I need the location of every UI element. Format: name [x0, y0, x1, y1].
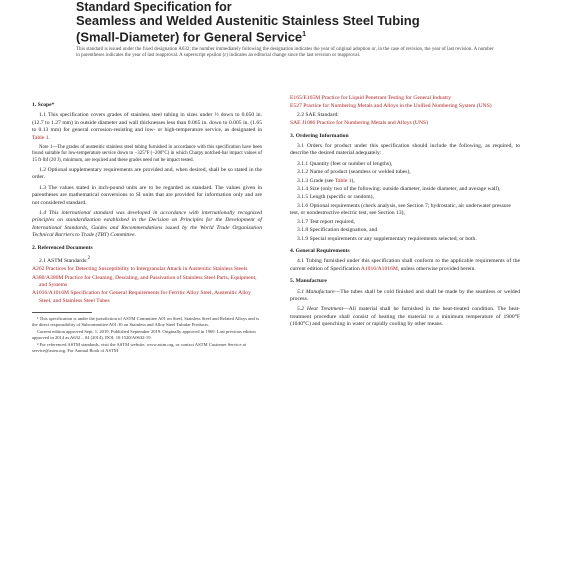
section-heading-scope: 1. Scope* — [32, 102, 55, 108]
paragraph-2-2: 2.2 SAE Standard: — [297, 111, 339, 118]
paragraph-1-3: 1.3 The values stated in inch-pound units are to be regarded as standard. The values given in parentheses are mathematical conversions to SI units that are provided for information only and are not considered standard. — [32, 184, 262, 206]
reference-a380[interactable]: A380/A380M Practice for Cleaning, Descaling, and Passivation of Stainless Steel Parts, Equipment, and Systems — [32, 274, 257, 289]
right-column — [290, 95, 520, 332]
reference-sae-j1086[interactable]: SAE J1086 Practice for Numbering Metals and Alloys (UNS) — [290, 120, 428, 127]
title-line-1: Standard Specification for — [76, 0, 232, 14]
order-item-length: 3.1.5 Length (specific or random), — [297, 194, 374, 201]
reference-a1016[interactable]: A1016/A1016M Specification for General Requirements for Ferritic Alloy Steel, Austenitic Alloy Steel, and Stainless Steel Tubes — [32, 290, 251, 304]
paragraph-1-1: 1.1 This specification covers grades of stainless steel tubing in sizes under ½ down to 0.050 in. (12.7 to 1.27 mm) in outside diameter and wall thicknesses less than 0.065 in. down to 0.005 in. (1.65 to 0.13 mm) for general corrosion-resisting and low- or high-temperature service, as designated in Table 1. — [32, 112, 262, 141]
order-item-special-requirements: 3.1.9 Special requirements or any supplementary requirements selected, or both. — [297, 235, 477, 242]
order-item-test-report: 3.1.7 Test report required, — [297, 218, 355, 225]
designation-note: This standard is issued under the fixed designation A632; the number immediately following the designation indicates the year of original adoption or, in the case of revision, the year of last revision. A number in parentheses indicates the year of last reapproval. A superscript epsilon (ε) indicates an editorial change since the last revision or reapproval. — [76, 47, 494, 59]
order-item-optional-requirements: 3.1.6 Optional requirements (check analysis, see Section 7; hydrostatic, air underwater pressure test, or nondestructive electric test, see Section 13), — [290, 202, 511, 217]
reference-e165[interactable]: E165/E165M Practice for Liquid Penetrant Testing for General Industry — [290, 95, 452, 101]
table-1-link[interactable]: Table 1 — [334, 177, 352, 184]
paragraph-5-2: 5.2 Heat Treatment—All material shall be furnished in the heat-treated condition. The heat-treatment procedure shall consist of heating the material to a minimum temperature of 1900°F (1040°C) and quenching in water or rapidly cooling by other means. — [290, 306, 520, 328]
section-heading-referenced-documents: 2. Referenced Documents — [32, 244, 93, 251]
section-heading-ordering-information: 3. Ordering Information — [290, 132, 349, 139]
order-item-grade: 3.1.3 Grade (see Table 1), — [297, 177, 355, 184]
title-line-2: Seamless and Welded Austenitic Stainless Steel Tubing — [76, 13, 420, 28]
order-item-specification-designation: 3.1.8 Specification designation, and — [297, 227, 378, 234]
document-title — [76, 0, 516, 44]
note-1: Note 1—The grades of austenitic stainless steel tubing furnished in accordance with this specification have been found suitable for low-temperature service down to −325°F (−200°C) in which Charpy notched-bar impact values of 15 ft·lbf (20 J), minimum, are required and these grades need not be impact tested. — [32, 145, 262, 163]
paragraph-5-1: 5.1 Manufacture—The tubes shall be cold finished and shall be made by the seamless or welded process. — [290, 288, 520, 302]
title-line-3: (Small-Diameter) for General Service$^1$ — [76, 29, 307, 45]
section-heading-general-requirements: 4. General Requirements — [290, 247, 350, 254]
footnote-1-edition: Current edition approved Sept. 1, 2019. Published September 2019. Originally approved in 1969. Last previous edition approved in 2014 as A632 – 04 (2014). DOI: 10.1520/A0632-19. — [32, 329, 256, 341]
footnote-divider — [32, 312, 92, 313]
order-item-quantity: 3.1.1 Quantity (feet or number of lengths), — [297, 160, 393, 167]
paragraph-3-1: 3.1 Orders for product under this specification should include the following, as required, to describe the desired material adequately: — [290, 143, 520, 157]
title-footnote-marker: 1 — [302, 31, 307, 38]
paragraph-2-1: 2.1 ASTM Standards:$^2$ — [39, 255, 90, 264]
order-item-size: 3.1.4 Size (only two of the following: outside diameter, inside diameter, and average wall), — [297, 186, 501, 193]
paragraph-1-2: 1.2 Optional supplementary requirements are provided and, when desired, shall be so stated in the order. — [32, 166, 262, 181]
left-column — [32, 97, 262, 355]
reference-e527[interactable]: E527 Practice for Numbering Metals and Alloys in the Unified Numbering System (UNS) — [290, 103, 492, 110]
paragraph-4-1: 4.1 Tubing furnished under this specification shall conform to the applicable requirements of the current edition of Specification A1016/A1016M, unless otherwise provided herein. — [290, 258, 520, 272]
section-heading-manufacture: 5. Manufacture — [290, 278, 327, 285]
a1016-link[interactable]: A1016/A1016M — [360, 265, 398, 272]
footnote-2: ² For referenced ASTM standards, visit the ASTM website, www.astm.org, or contact ASTM Customer Service at service@astm.org. For Annual Book of ASTM — [32, 342, 246, 354]
order-item-product-name: 3.1.2 Name of product (seamless or welded tubes), — [297, 169, 411, 176]
table-1-link[interactable]: Table 1 — [32, 134, 49, 141]
footnote-1: ¹ This specification is under the jurisdiction of ASTM Committee A01 on Steel, Stainless Steel and Related Alloys and is the direct responsibility of Subcommittee A01.10 on Stainless and Alloy Steel Tubular Products. — [32, 316, 260, 328]
reference-a262[interactable]: A262 Practices for Detecting Susceptibility to Intergranular Attack in Austenitic Stainless Steels — [32, 266, 248, 273]
paragraph-1-4: 1.4 This international standard was developed in accordance with internationally recognized principles on standardization established in the Decision on Principles for the Development of International Standards, Guides and Recommendations issued by the World Trade Organization Technical Barriers to Trade (TBT) Committee. — [32, 209, 262, 239]
